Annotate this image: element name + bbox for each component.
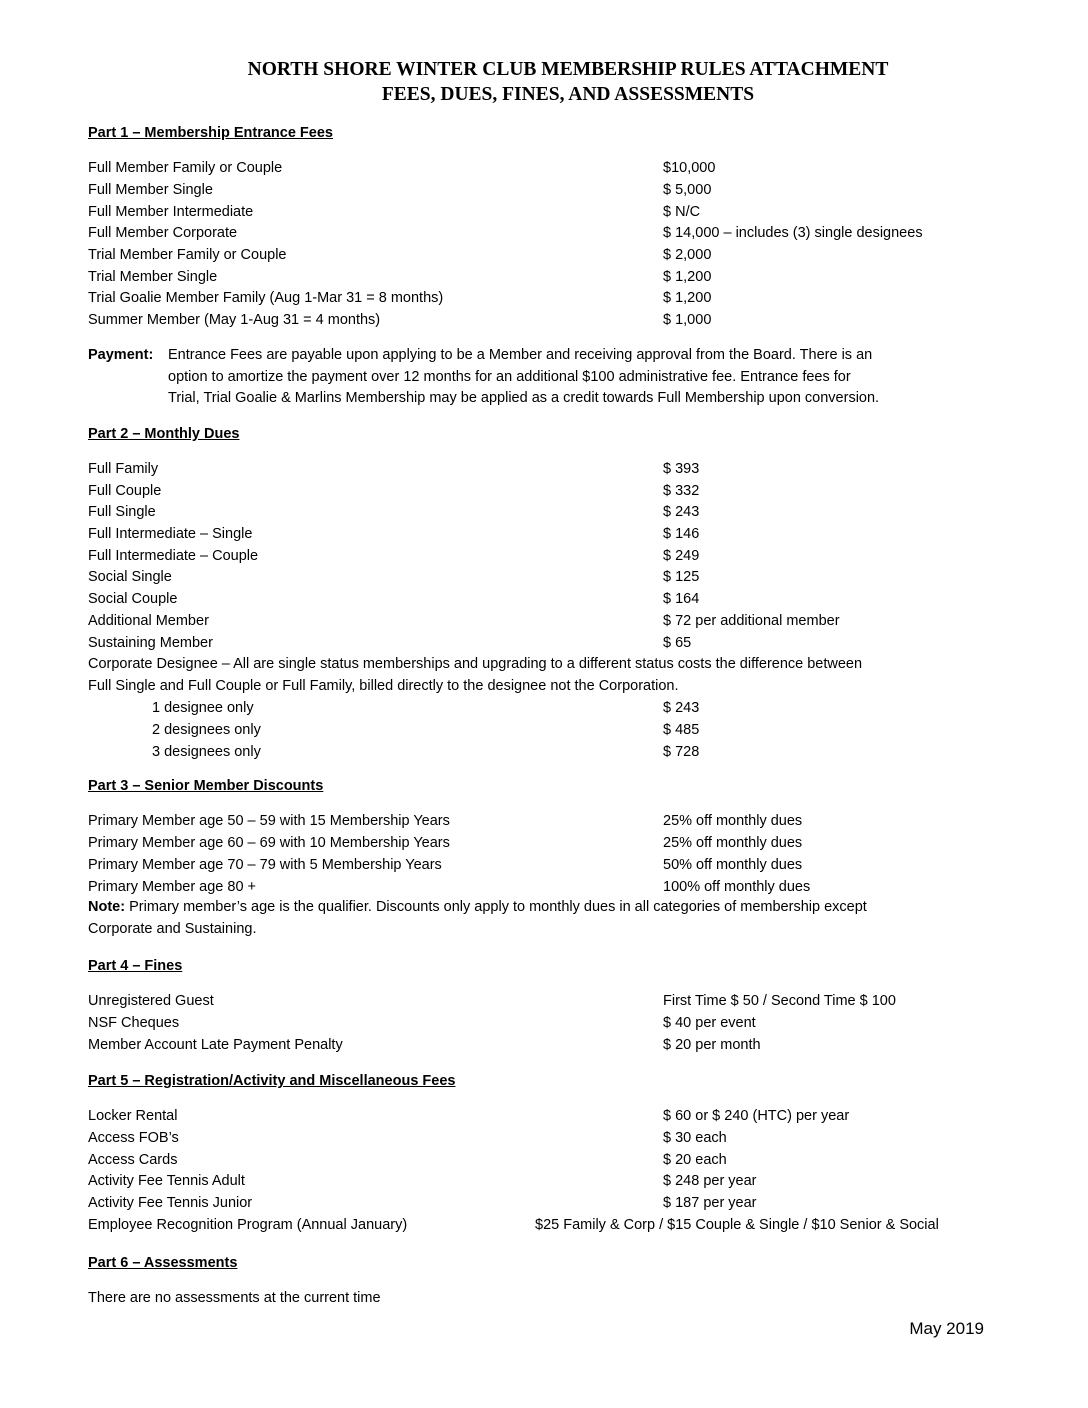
fee-label: Summer Member (May 1-Aug 31 = 4 months) [88, 312, 381, 328]
discount-row: Primary Member age 60 – 69 with 10 Membership Years 25% off monthly dues [88, 835, 803, 851]
fee-label: Trial Member Single [88, 269, 218, 285]
part4-heading: Part 4 – Fines [88, 958, 183, 974]
dues-row: Social Couple $ 164 [88, 591, 700, 607]
misc-fee-row: Access FOB’s $ 30 each [88, 1130, 727, 1146]
assessments-text: There are no assessments at the current time [88, 1290, 381, 1306]
document-title-line2: FEES, DUES, FINES, AND ASSESSMENTS [381, 84, 755, 105]
discount-row: Primary Member age 50 – 59 with 15 Membership Years 25% off monthly dues [88, 813, 803, 829]
fee-label: Full Member Intermediate [88, 204, 254, 220]
fee-row [88, 309, 1048, 331]
fee-row [88, 157, 1048, 179]
payment-label: Payment: [88, 347, 154, 363]
payment-text: Entrance Fees are payable upon applying to be a Member and receiving approval from the Board. There is an option to amortize the payment over 12 months for an additional $100 administrative fee. Entrance fees for Trial, Trial Goalie & Marlins Membership may be applied as a credit towards Full Membership upon conversion. [168, 347, 880, 406]
fee-label: Trial Goalie Member Family (Aug 1-Mar 31 = 8 months) [88, 290, 444, 306]
fee-row [88, 179, 1048, 201]
part3-heading: Part 3 – Senior Member Discounts [88, 778, 324, 794]
misc-fee-row: Access Cards $ 20 each [88, 1152, 727, 1168]
fee-value: $ 5,000 [663, 182, 712, 198]
misc-fee-row: Locker Rental $ 60 or $ 240 (HTC) per year [88, 1108, 850, 1124]
fine-row: Member Account Late Payment Penalty $ 20 per month [88, 1037, 761, 1053]
fine-row: Unregistered Guest First Time $ 50 / Second Time $ 100 [88, 993, 896, 1009]
dues-row: Social Single $ 125 [88, 569, 700, 585]
dues-row: Full Family $ 393 [88, 461, 700, 477]
dues-row: Full Single $ 243 [88, 504, 700, 520]
document-date: May 2019 [909, 1319, 984, 1338]
fee-value: $ 14,000 – includes (3) single designees [663, 225, 923, 241]
fee-value: $ 2,000 [663, 247, 712, 263]
fee-label: Full Member Family or Couple [88, 160, 283, 176]
discount-row: Primary Member age 70 – 79 with 5 Membership Years 50% off monthly dues [88, 857, 803, 873]
part6-heading: Part 6 – Assessments [88, 1255, 238, 1271]
fee-row [88, 266, 1048, 288]
misc-fee-row: Activity Fee Tennis Adult $ 248 per year [88, 1173, 757, 1189]
fee-row [88, 287, 1048, 309]
part2-heading: Part 2 – Monthly Dues [88, 426, 240, 442]
part5-heading: Part 5 – Registration/Activity and Miscellaneous Fees [88, 1073, 456, 1089]
dues-row: Full Intermediate – Single $ 146 [88, 526, 700, 542]
dues-row: Sustaining Member $ 65 [88, 635, 692, 651]
designee-row: 1 designee only $ 243 [152, 700, 700, 716]
part1-heading: Part 1 – Membership Entrance Fees [88, 125, 333, 141]
designee-row: 2 designees only $ 485 [152, 722, 700, 738]
fine-row: NSF Cheques $ 40 per event [88, 1015, 756, 1031]
dues-row: Full Intermediate – Couple $ 249 [88, 548, 700, 564]
fee-value: $ 1,000 [663, 312, 712, 328]
fee-value: $ 1,200 [663, 269, 712, 285]
fee-value: $ N/C [663, 204, 701, 220]
misc-fee-row: Employee Recognition Program (Annual January) $25 Family & Corp / $15 Couple & Single / $10 Senior & Social [88, 1217, 939, 1233]
dues-row: Additional Member $ 72 per additional member [88, 613, 840, 629]
fee-row [88, 201, 1048, 223]
designee-row: 3 designees only $ 728 [152, 744, 700, 760]
dues-row: Full Couple $ 332 [88, 483, 700, 499]
misc-fee-row: Activity Fee Tennis Junior $ 187 per year [88, 1195, 757, 1211]
discount-note: Note: Primary member’s age is the qualifier. Discounts only apply to monthly dues in all categories of membership except Corporate and Sustaining. [88, 899, 867, 937]
fee-label: Full Member Single [88, 182, 213, 198]
fee-label: Trial Member Family or Couple [88, 247, 287, 263]
document-title-line1: NORTH SHORE WINTER CLUB MEMBERSHIP RULES ATTACHMENT [247, 59, 889, 80]
fee-label: Full Member Corporate [88, 225, 238, 241]
fee-row [88, 244, 1048, 266]
fee-value: $ 1,200 [663, 290, 712, 306]
fee-value: $10,000 [663, 160, 716, 176]
corporate-designee-text: Corporate Designee – All are single status memberships and upgrading to a different status costs the difference between Full Single and Full Couple or Full Family, billed directly to the designee not the Corporation. [88, 656, 863, 694]
fee-row [88, 222, 1048, 244]
discount-row: Primary Member age 80 + 100% off monthly dues [88, 879, 811, 895]
